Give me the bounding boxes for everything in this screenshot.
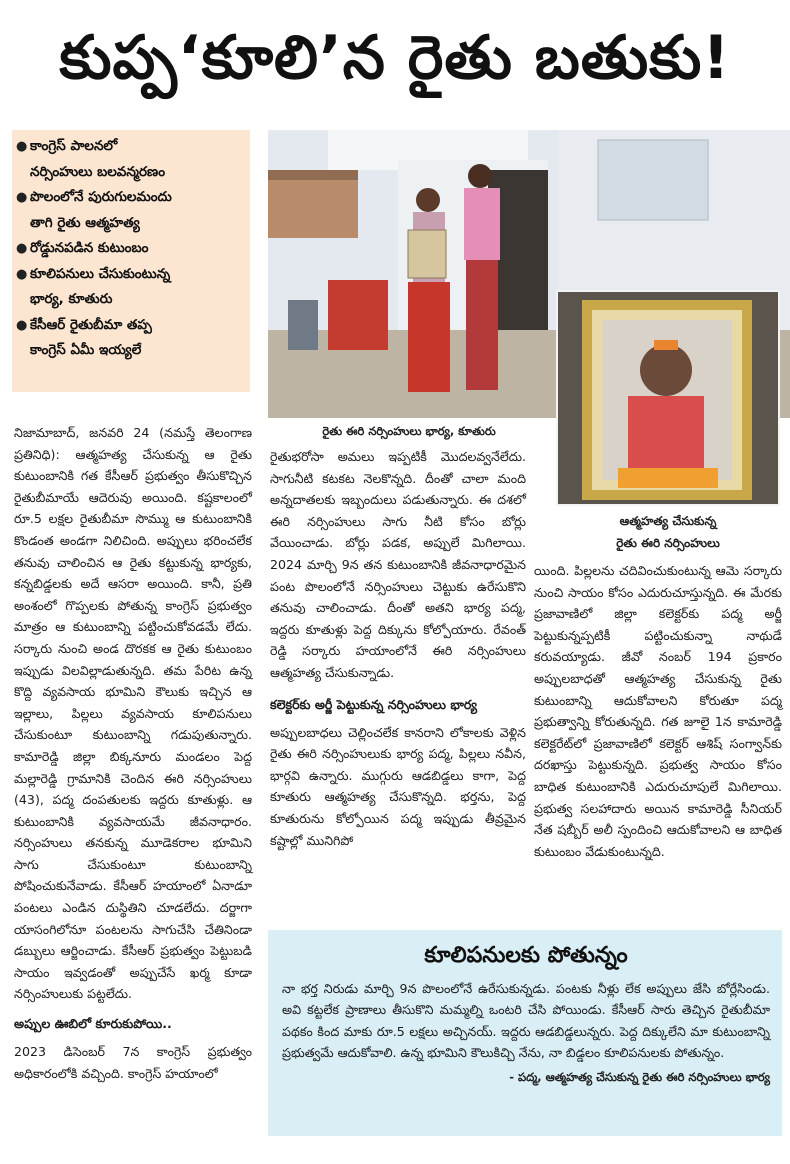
quote-box-credit: - పద్మ, ఆత్మహత్య చేసుకున్న రైతు ఈరి నర్సింహులు భార్య (509, 1069, 770, 1084)
bullet-icon: ● (16, 241, 28, 256)
highlight-text: పొలంలోనే పురుగులమందు తాగి రైతు ఆత్మహత్య (30, 189, 172, 231)
quote-box-body: నా భర్త నిరుడు మార్చి 9న పొలంలోనే ఉరేసుకున్నడు. పంటకు నీళ్లు లేక అప్పులు జేసి బోర్లేసిండు. అవి కట్టలేక ప్రాణాలు తీసుకొని మమ్మల్ని ఒంటరి చేసి పోయిండు. కేసీఆర్‌ సారు తెచ్చిన రైతుబీమా పథకం కింద మాకు రూ.5 లక్షలు అచ్చినయ్‌. ఇద్దరు ఆడబిడ్డలున్నరు. పెద్ద దిక్కులేని మా కుటుంబాన్ని ప్రభుత్వమే ఆదుకోవాలి. ఉన్న భూమిని కౌలుకిచ్చి నేను, నా బిడ్డలం కూలిపనులకు పోతున్నం. (282, 981, 770, 1061)
article-column-3 (534, 560, 782, 862)
article-paragraph: యింది. పిల్లలను చదివించుకుంటున్న ఆమె సర్కారు నుంచి సాయం కోసం ఎదురుచూస్తున్నది. ఈ మేరకు ప్రజావాణిలో జిల్లా కలెక్టర్‌కు పద్మ అర్జీ పెట్టుకున్నప్పటికీ పట్టించుకున్నా నాథుడే కరువయ్యాడు. జీవో నంబర్‌ 194 ప్రకారం అప్పులబాధతో ఆత్మహత్య చేసుకున్న రైతు కుటుంబాన్ని ఆదుకోవాలని కోరుతూ పద్మ ప్రభుత్వాన్ని కోరుతున్నది. గత జూలై 1న కామారెడ్డి కలెక్టరేట్‌లో ప్రజావాణిలో కలెక్టర్‌ ఆశిష్‌ సంగ్వాన్‌కు దరఖాస్తు పెట్టుకున్నది. ప్రభుత్వ సాయం కోసం బాధిత కుటుంబానికి ఎదురుచూపులే మిగిలాయి. ప్రభుత్వ సలహాదారు అయిన కామారెడ్డి సీనియర్‌ నేత షబ్బీర్‌ అలీ స్పందించి ఆదుకోవాలని ఆ బాధిత కుటుంబం వేడుకుంటున్నది. (534, 563, 782, 859)
highlight-item (16, 236, 244, 262)
article-paragraph: నిజామాబాద్‌, జనవరి 24 (నమస్తే తెలంగాణ ప్రతినిధి): ఆత్మహత్య చేసుకున్న ఆ రైతు కుటుంబానికి గత కేసీఆర్‌ ప్రభుత్వం తీసుకొచ్చిన రైతుబీమాయే ఆదెరువు అయింది. కష్టకాలంలో రూ.5 లక్షల రైతుబీమా సొమ్ము ఆ కుటుంబానికి కొండంత అండగా నిలిచింది. అప్పులు భరించలేక తనువు చాలించిన ఆ రైతు కట్టుకున్న భార్యకు, కన్నబిడ్డలకు అదే ఆసరా అయింది. కానీ, ప్రతి అంశంలో గొప్పలకు పోతున్న కాంగ్రెస్‌ ప్రభుత్వం మాత్రం ఆ కుటుంబాన్ని పట్టించుకోవడమే లేదు. సర్కారు నుంచి అండ దొరకక ఆ రైతు కుటుంబం ఇప్పుడు విలవిల్లాడుతున్నది. తమ పేరిట ఉన్న కొద్ది వ్యవసాయ భూమిని కౌలుకు ఇచ్చిన ఆ ఇల్లాలు, పిల్లలు వ్యవసాయ కూలిపనులు చేసుకుంటూ కుటుంబాన్ని గడుపుతున్నారు. కామారెడ్డి జిల్లా బిక్కనూరు మండలం పెద్ద మల్లారెడ్డి గ్రామానికి చెందిన ఈరి నర్సింహులు (43), పద్మ దంపతులకు ఇద్దరు కూతుళ్లు. ఆ కుటుంబానికి వ్యవసాయమే జీవనాధారం. నర్సింహులు తనకున్న మూడెకరాల భూమిని సాగు చేసుకుంటూ కుటుంబాన్ని పోషించుకునేవాడు. కేసీఆర్‌ హయాంలో ఏనాడూ పంటలు ఎండిన దుస్థితిని చూడలేదు. దర్జాగా యాసంగిలోనూ పంటలను సాగుచేసి చేతినిండా డబ్బులు ఆర్జించాడు. కేసీఆర్‌ ప్రభుత్వం పెట్టుబడి సాయం ఇవ్వడంతో అప్పుచేసే ఖర్మ కూడా నర్సింహులుకు పట్టలేదు. (14, 425, 252, 1002)
bullet-icon: ● (16, 317, 28, 333)
section-subhead: అప్పుల ఊబిలో కూరుకుపోయి.. (14, 1016, 172, 1032)
inset-photo (556, 290, 780, 506)
bullet-icon: ● (16, 190, 28, 205)
bullet-icon: ● (16, 139, 28, 154)
section-subhead: కలెక్టర్‌కు అర్జీ పెట్టుకున్న నర్సింహులు భార్య (270, 696, 478, 712)
highlight-item (16, 185, 244, 236)
highlight-item (16, 262, 244, 313)
photo-caption: రైతు ఈరి నర్సింహులు భార్య, కూతురు (322, 424, 496, 438)
quote-box-title: కూలిపనులకు పోతున్నం (424, 943, 628, 968)
highlight-text: కేసీఆర్‌ రైతుబీమా తప్ప కాంగ్రెస్‌ ఏమీ ఇయ్యలే (30, 316, 152, 358)
highlights-box (12, 130, 250, 392)
highlight-text: కూలిపనులు చేసుకుంటున్న భార్య, కూతురు (30, 265, 171, 307)
highlight-text: కాంగ్రెస్‌ పాలనలో నర్సింహులు బలవన్మరణం (30, 138, 166, 180)
article-column-1 (14, 422, 252, 1084)
portrait-illustration (558, 292, 778, 504)
article-paragraph: అప్పులబాధలు చెల్లించలేక కానరాని లోకాలకు వెళ్లిన రైతు ఈరి నర్సింహులుకు భార్య పద్మ, పిల్లలు నవీన, భార్గవి ఉన్నారు. ముగ్గురు ఆడబిడ్డలు కాగా, పెద్ద కూతురు ఆత్మహత్య చేసుకొన్నది. భర్తను, పెద్ద కూతురును కోల్పోయిన పద్మ ఇప్పుడు తీవ్రమైన కష్టాల్లో మునిగిపో (270, 724, 526, 848)
headline: కుప్ప‘కూలి’న రైతు బతుకు! (59, 23, 731, 93)
article-paragraph: 2023 డిసెంబర్‌ 7న కాంగ్రెస్‌ ప్రభుత్వం అధికారంలోకి వచ్చింది. కాంగ్రెస్‌ హయాంలో (14, 1044, 252, 1081)
bullet-icon: ● (16, 266, 28, 282)
quote-box (268, 930, 782, 1136)
highlight-item (16, 313, 244, 364)
article-paragraph: రైతుభరోసా అమలు ఇప్పటికీ మొదలవ్వనేలేదు. సాగునీటి కటకట నెలకొన్నది. దీంతో చాలా మంది అన్నదాతలకు ఇబ్బందులు పడుతున్నారు. ఈ దశలో ఈరి నర్సింహులు సాగు నీటి కోసం బోర్లు వేయించాడు. బోర్లు పడక, అప్పులే మిగిలాయి. 2024 మార్చి 9న తన కుటుంబానికి జీవనాధారమైన పంట పొలంలోనే నర్సింహులు చెట్టుకు ఉరేసుకొని తనువు చాలించాడు. దీంతో అతని భార్య పద్మ, ఇద్దరు కూతుళ్లు పెద్ద దిక్కును కోల్పోయారు. రేవంత్‌ రెడ్డి సర్కారు హయాంలోనే ఈరి నర్సింహులు ఆత్మహత్య చేసుకున్నాడు. (270, 449, 526, 680)
highlight-text: రోడ్డునపడిన కుటుంబం (30, 240, 149, 256)
inset-caption: ఆత్మహత్య చేసుకున్న రైతు ఈరి నర్సింహులు (616, 514, 720, 550)
article-column-2 (270, 446, 526, 851)
highlight-item (16, 134, 244, 185)
